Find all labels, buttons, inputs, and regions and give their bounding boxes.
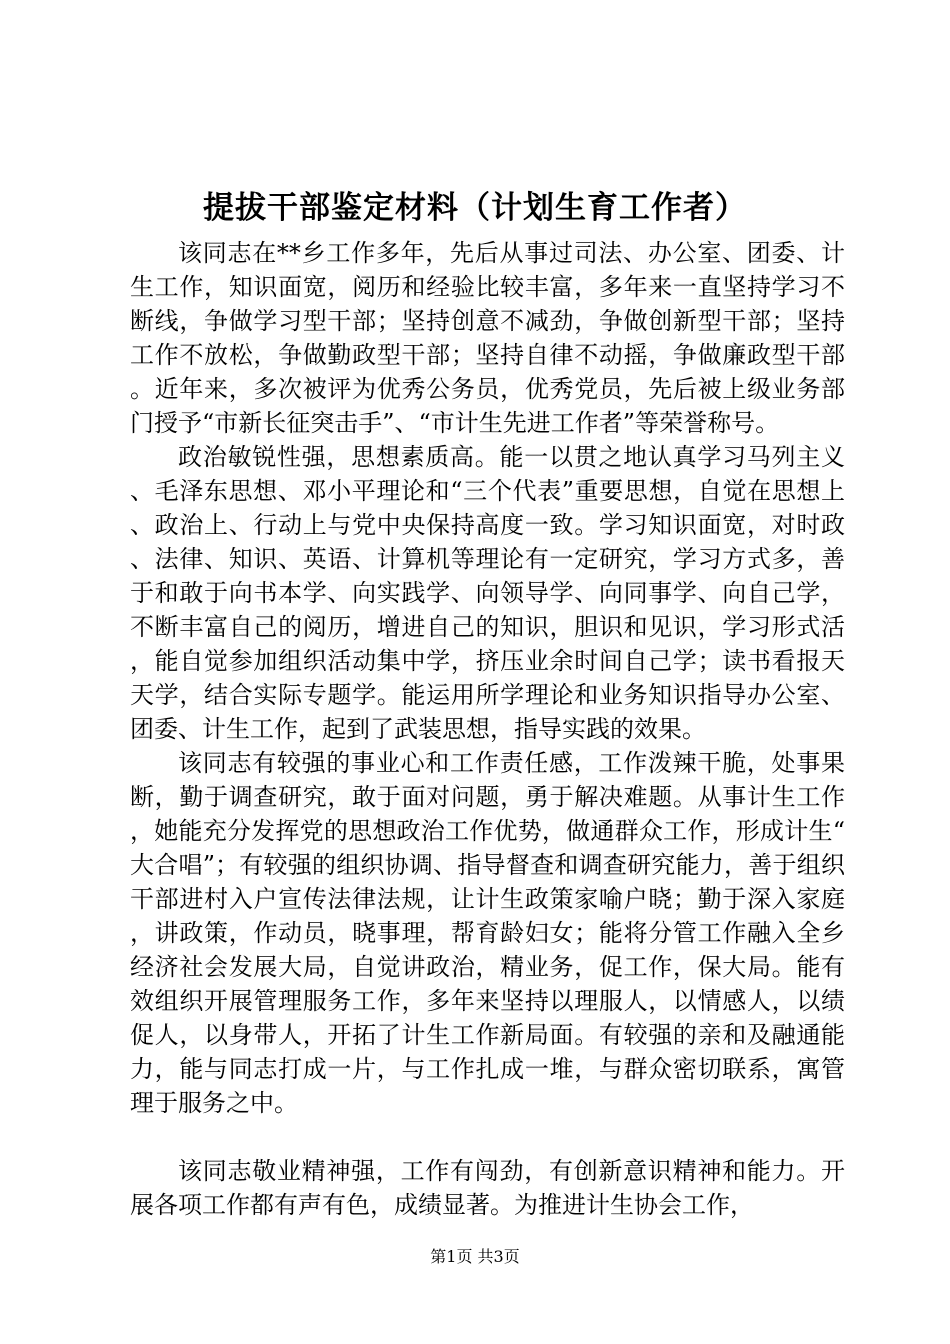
paragraph-3: 该同志有较强的事业心和工作责任感，工作泼辣干脆，处事果断，勤于调查研究，敢于面对问题，勇于解决难题。从事计生工作，她能充分发挥党的思想政治工作优势，做通群众工作，形成计生“大合唱”；有较强的组织协调、指导督查和调查研究能力，善于组织干部进村入户宣传法律法规，让计生政策家喻户晓；勤于深入家庭，讲政策，作动员，晓事理，帮育龄妇女；能将分管工作融入全乡经济社会发展大局，自觉讲政治，精业务，促工作，保大局。能有效组织开展管理服务工作，多年来坚持以理服人，以情感人，以绩促人，以身带人，开拓了计生工作新局面。有较强的亲和及融通能力，能与同志打成一片，与工作扎成一堆，与群众密切联系，寓管理于服务之中。 [130, 749, 845, 1117]
page-number-footer: 第1页 共3页 [430, 1247, 520, 1266]
document-body [130, 236, 845, 1222]
paragraph-4: 该同志敬业精神强，工作有闯劲，有创新意识精神和能力。开展各项工作都有声有色，成绩显著。为推进计生协会工作， [130, 1157, 845, 1219]
paragraph-1: 该同志在**乡工作多年，先后从事过司法、办公室、团委、计生工作，知识面宽，阅历和经验比较丰富，多年来一直坚持学习不断线，争做学习型干部；坚持创意不减劲，争做创新型干部；坚持工作不放松，争做勤政型干部；坚持自律不动摇，争做廉政型干部。近年来，多次被评为优秀公务员，优秀党员，先后被上级业务部门授予“市新长征突击手”、“市计生先进工作者”等荣誉称号。 [130, 239, 845, 437]
document-title: 提拔干部鉴定材料（计划生育工作者） [203, 190, 747, 226]
paragraph-2: 政治敏锐性强，思想素质高。能一以贯之地认真学习马列主义、毛泽东思想、邓小平理论和“三个代表”重要思想，自觉在思想上、政治上、行动上与党中央保持高度一致。学习知识面宽，对时政、法律、知识、英语、计算机等理论有一定研究，学习方式多，善于和敢于向书本学、向实践学、向领导学、向同事学、向自己学，不断丰富自己的阅历，增进自己的知识，胆识和见识，学习形式活，能自觉参加组织活动集中学，挤压业余时间自己学；读书看报天天学，结合实际专题学。能运用所学理论和业务知识指导办公室、团委、计生工作，起到了武装思想，指导实践的效果。 [130, 443, 845, 743]
